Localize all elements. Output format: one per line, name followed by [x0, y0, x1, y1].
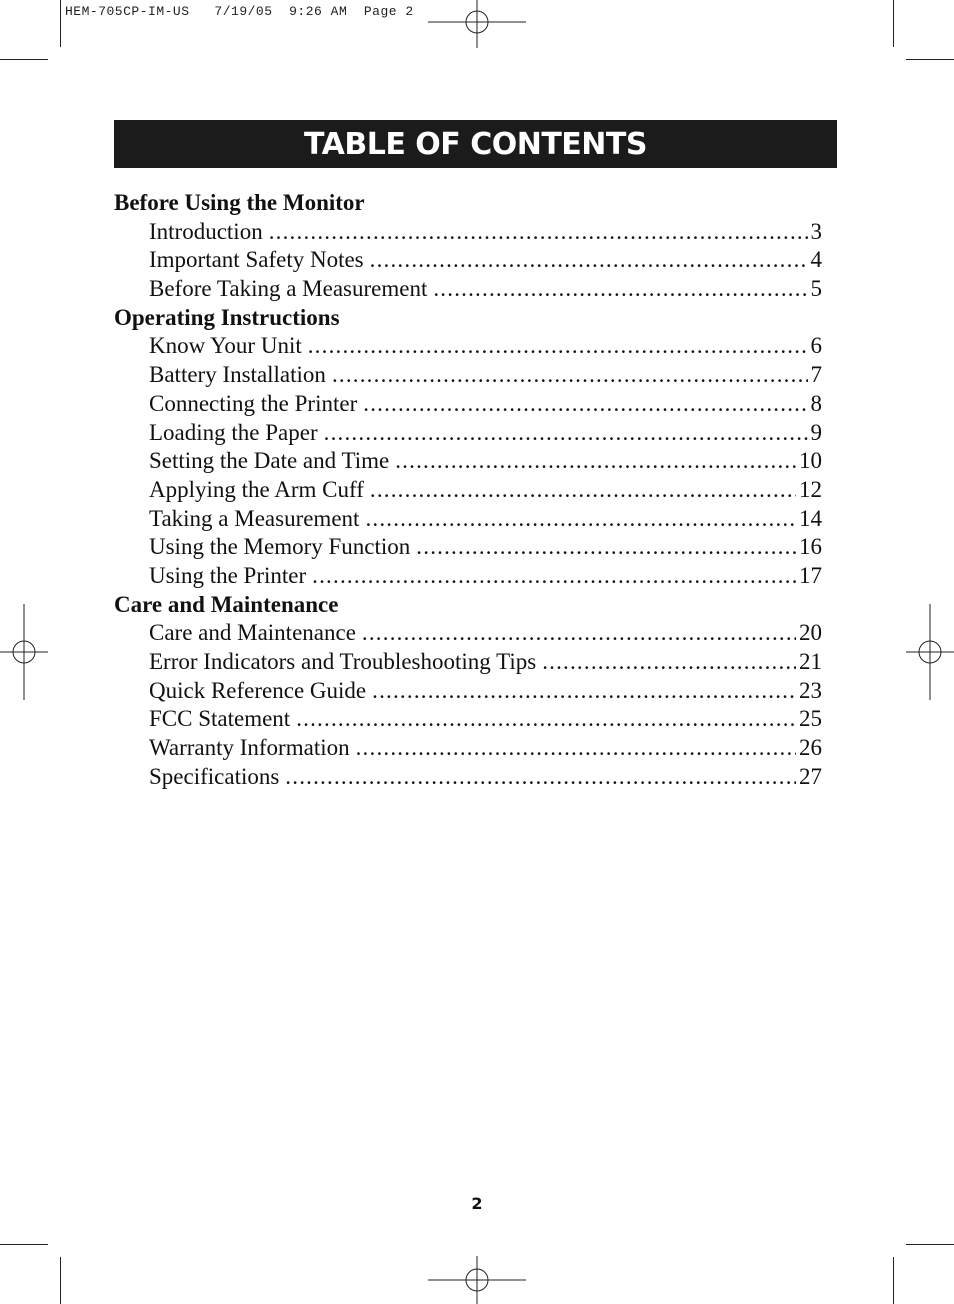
entry-label: Taking a Measurement [149, 505, 360, 531]
dot-leader [332, 361, 808, 390]
dot-leader [269, 218, 808, 247]
entry-label: Connecting the Printer [149, 390, 358, 416]
entry-page-number: 25 [799, 706, 822, 732]
entry-label: Battery Installation [149, 362, 326, 388]
entry-label: Using the Memory Function [149, 534, 411, 560]
entry-label: Setting the Date and Time [149, 448, 390, 474]
dot-leader [356, 734, 796, 763]
crop-mark [0, 1244, 48, 1245]
dot-leader [416, 533, 796, 562]
entry-label: Specifications [149, 763, 280, 789]
entry-page-number: 20 [799, 620, 822, 646]
entry-label: Before Taking a Measurement [149, 276, 428, 302]
toc-entry[interactable] [114, 447, 822, 476]
dot-leader [542, 648, 796, 677]
section-title: Care and Maintenance [114, 591, 339, 617]
crop-mark [60, 1257, 61, 1304]
entry-page-number: 17 [799, 562, 822, 588]
entry-label: Error Indicators and Troubleshooting Tips [149, 649, 537, 674]
entry-page-number: 26 [799, 735, 822, 761]
section-title: Operating Instructions [114, 304, 340, 330]
registration-mark-icon [428, 0, 526, 48]
dot-leader [296, 705, 796, 734]
dot-leader [324, 419, 808, 448]
dot-leader [372, 677, 796, 706]
crop-mark [906, 1244, 954, 1245]
toc-entry[interactable] [114, 275, 822, 304]
title-banner [114, 120, 837, 168]
toc-entry[interactable] [114, 246, 822, 275]
dot-leader [370, 476, 796, 505]
entry-label: Warranty Information [149, 735, 350, 761]
crop-mark [906, 59, 954, 60]
entry-page-number: 6 [810, 333, 822, 359]
toc-entry[interactable] [114, 218, 822, 247]
print-slug: HEM-705CP-IM-US 7/19/05 9:26 AM Page 2 [65, 4, 414, 19]
toc-entry[interactable] [114, 619, 822, 648]
toc-entry[interactable] [114, 419, 822, 448]
toc-entry[interactable] [114, 390, 822, 419]
toc-entry[interactable] [114, 763, 822, 792]
entry-label: Introduction [149, 218, 263, 244]
toc-entry[interactable] [114, 677, 822, 706]
toc-entry[interactable] [114, 562, 822, 591]
entry-page-number: 16 [799, 534, 822, 560]
entry-page-number: 27 [799, 763, 822, 789]
dot-leader [370, 246, 808, 275]
page-title: TABLE OF CONTENTS [304, 126, 647, 162]
table-of-contents [114, 189, 822, 791]
dot-leader [433, 275, 807, 304]
toc-entry[interactable] [114, 705, 822, 734]
entry-label: FCC Statement [149, 706, 291, 732]
entry-page-number: 14 [799, 505, 822, 531]
entry-page-number: 21 [799, 649, 822, 674]
entry-page-number: 8 [810, 390, 822, 416]
entry-page-number: 3 [810, 218, 822, 244]
toc-entry[interactable] [114, 734, 822, 763]
toc-section [114, 304, 822, 591]
registration-mark-icon [0, 604, 48, 700]
entry-page-number: 10 [799, 448, 822, 474]
page-number: 2 [471, 1194, 483, 1213]
entry-page-number: 23 [799, 677, 822, 703]
entry-label: Know Your Unit [149, 333, 302, 359]
registration-mark-icon [906, 604, 954, 700]
dot-leader [285, 763, 796, 792]
entry-label: Important Safety Notes [149, 247, 364, 273]
dot-leader [362, 619, 796, 648]
toc-entry[interactable] [114, 476, 822, 505]
toc-entry[interactable] [114, 505, 822, 534]
entry-label: Quick Reference Guide [149, 677, 367, 703]
dot-leader [312, 562, 796, 591]
toc-entry[interactable] [114, 332, 822, 361]
entry-page-number: 4 [810, 247, 822, 273]
entry-page-number: 7 [810, 362, 822, 388]
toc-entry[interactable] [114, 648, 822, 677]
toc-section [114, 189, 822, 304]
section-title: Before Using the Monitor [114, 190, 365, 215]
toc-section [114, 591, 822, 792]
dot-leader [395, 447, 796, 476]
toc-entry[interactable] [114, 533, 822, 562]
toc-entry[interactable] [114, 361, 822, 390]
registration-mark-icon [428, 1256, 526, 1304]
dot-leader [308, 332, 808, 361]
dot-leader [365, 505, 796, 534]
crop-mark [893, 1257, 894, 1304]
entry-label: Loading the Paper [149, 419, 318, 445]
entry-page-number: 12 [799, 476, 822, 502]
entry-page-number: 9 [810, 419, 822, 445]
crop-mark [0, 59, 48, 60]
dot-leader [363, 390, 807, 419]
entry-label: Using the Printer [149, 562, 307, 588]
crop-mark [893, 0, 894, 47]
entry-label: Applying the Arm Cuff [149, 476, 364, 502]
entry-page-number: 5 [810, 276, 822, 302]
entry-label: Care and Maintenance [149, 620, 356, 646]
crop-mark [60, 0, 61, 47]
